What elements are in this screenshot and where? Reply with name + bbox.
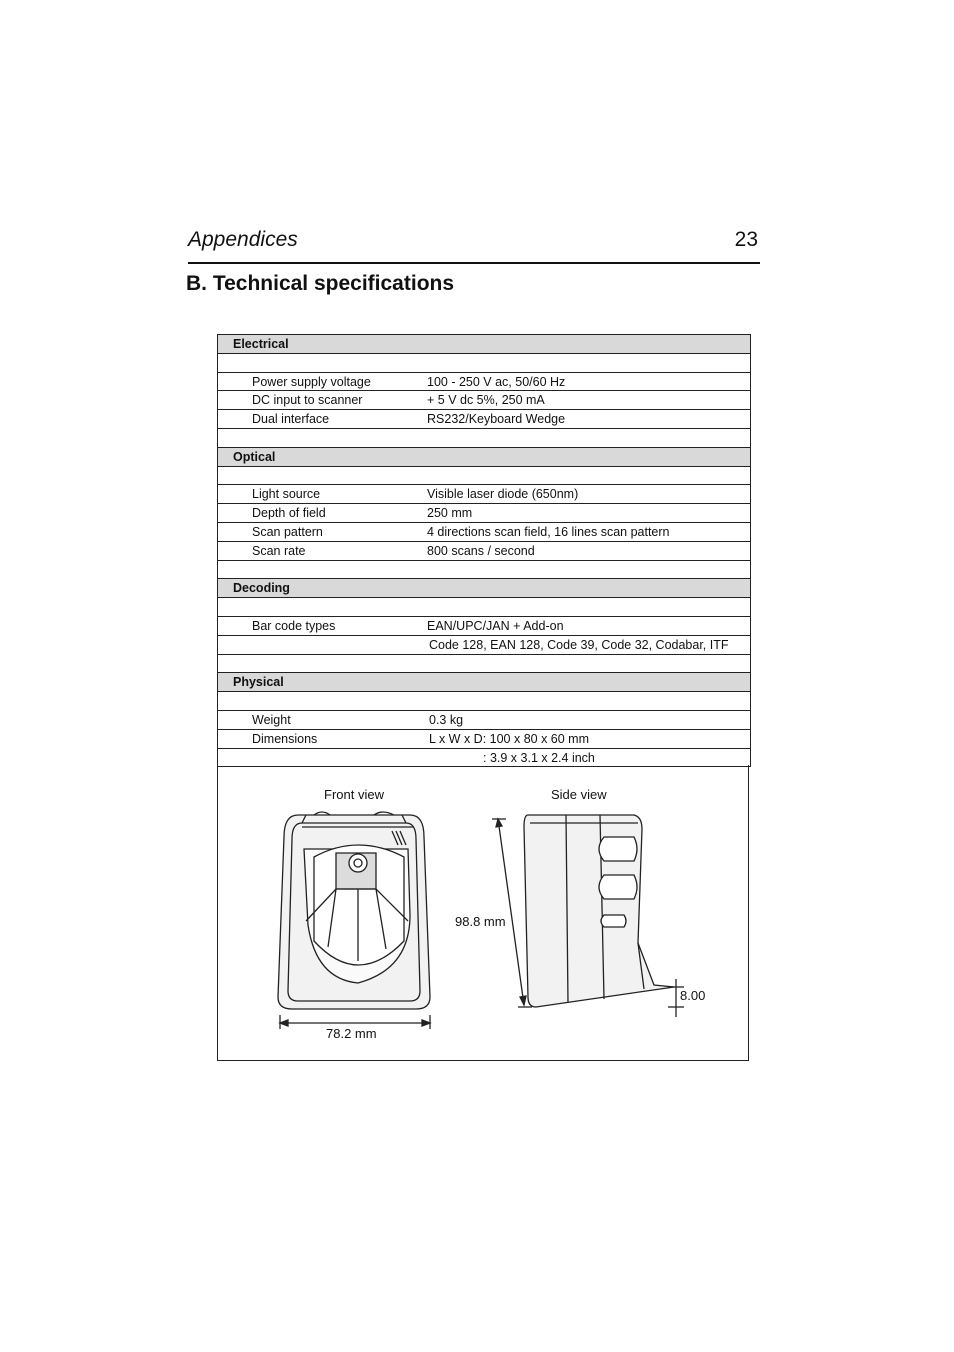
- spacer-row: [218, 429, 750, 448]
- page-title: B. Technical specifications: [186, 272, 455, 295]
- section-header-optical: [218, 448, 750, 467]
- row-value: Visible laser diode (650nm): [427, 487, 579, 502]
- row-value: + 5 V dc 5%, 250 mA: [427, 393, 545, 408]
- spacer-row: [218, 467, 750, 486]
- table-row: [218, 636, 750, 655]
- row-label: Weight: [252, 712, 291, 727]
- scanner-drawings: [218, 765, 750, 1061]
- row-value: 800 scans / second: [427, 543, 535, 558]
- side-view-drawing: [492, 815, 684, 1017]
- row-value: RS232/Keyboard Wedge: [427, 412, 566, 427]
- row-label: Light source: [252, 487, 321, 502]
- section-heading: Optical: [233, 449, 276, 464]
- height-dimension-label: 98.8 mm: [455, 914, 506, 929]
- row-label: Power supply voltage: [252, 374, 371, 389]
- table-row: [218, 410, 750, 429]
- row-label: Bar code types: [252, 618, 336, 633]
- section-heading: Decoding: [233, 581, 290, 596]
- spacer-row: [218, 354, 750, 373]
- row-label: Scan rate: [252, 543, 306, 558]
- section-title: Appendices: [188, 228, 298, 251]
- table-row: [218, 730, 750, 749]
- page-number: 23: [734, 228, 758, 251]
- section-header-physical: [218, 673, 750, 692]
- row-label: Dual interface: [252, 412, 330, 427]
- table-row: [218, 542, 750, 561]
- width-dimension-label: 78.2 mm: [326, 1026, 377, 1041]
- front-view-label: Front view: [324, 787, 384, 802]
- spacer-row: [218, 692, 750, 711]
- section-heading: Physical: [233, 675, 284, 690]
- row-value: EAN/UPC/JAN + Add-on: [427, 618, 564, 633]
- spacer-row: [218, 655, 750, 674]
- row-label: Depth of field: [252, 506, 326, 521]
- row-value: 100 - 250 V ac, 50/60 Hz: [427, 374, 566, 389]
- table-row: [218, 485, 750, 504]
- front-view-drawing: [278, 812, 430, 1029]
- table-row: [218, 504, 750, 523]
- row-value: : 3.9 x 3.1 x 2.4 inch: [483, 750, 595, 765]
- section-heading: Electrical: [233, 337, 289, 351]
- table-row: [218, 523, 750, 542]
- side-view-label: Side view: [551, 787, 607, 802]
- row-value: 4 directions scan field, 16 lines scan pattern: [427, 524, 670, 539]
- row-label: Dimensions: [252, 731, 318, 746]
- row-value: Code 128, EAN 128, Code 39, Code 32, Codabar, ITF: [429, 637, 729, 652]
- row-label: DC input to scanner: [252, 393, 363, 408]
- dimension-figure: [217, 765, 749, 1061]
- row-label: Scan pattern: [252, 524, 323, 539]
- section-header-electrical: [218, 335, 750, 354]
- row-value: L x W x D: 100 x 80 x 60 mm: [429, 731, 590, 746]
- table-row: [218, 617, 750, 636]
- spec-table: [217, 334, 751, 767]
- spacer-row: [218, 561, 750, 580]
- table-row: [218, 373, 750, 392]
- offset-dimension-label: 8.00: [680, 988, 706, 1003]
- table-row: [218, 391, 750, 410]
- page-header: [188, 226, 760, 264]
- row-value: 0.3 kg: [429, 712, 464, 727]
- row-value: 250 mm: [427, 506, 473, 521]
- spacer-row: [218, 598, 750, 617]
- section-header-decoding: [218, 579, 750, 598]
- table-row: [218, 711, 750, 730]
